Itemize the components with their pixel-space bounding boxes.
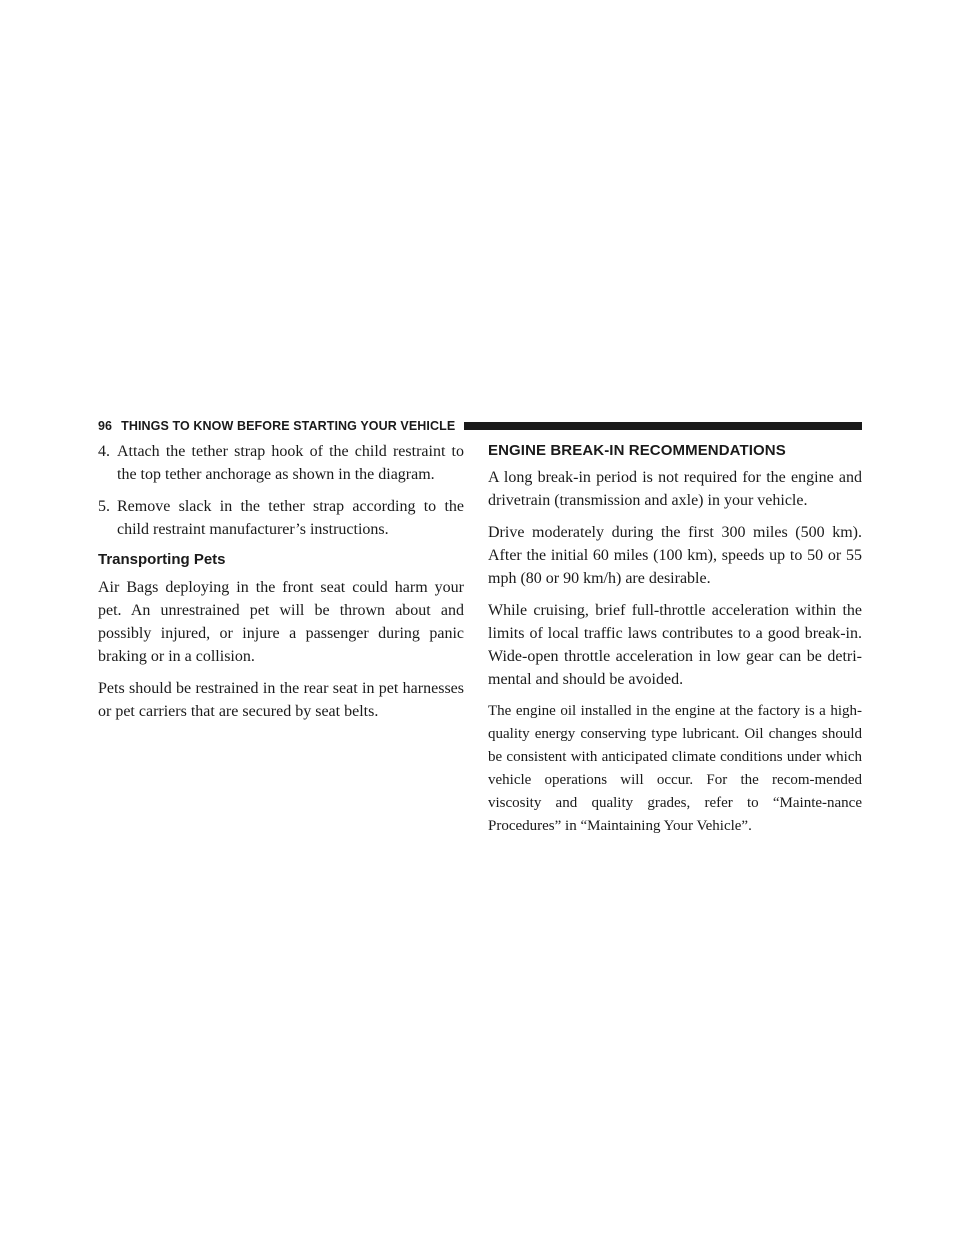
pets-paragraph-2: Pets should be restrained in the rear seat in pet harnesses or pet carriers that are secured by seat belts. [98,680,464,720]
engine-break-in-heading: ENGINE BREAK-IN RECOMMENDATIONS [488,442,786,459]
step-number: 5. [98,498,110,515]
list-item [98,440,464,486]
break-in-paragraph-3: While cruising, brief full-throttle acceleration within the limits of local traffic laws contributes to a good break-in. Wide-open throttle acceleration in low gear can be detri-mental and should be avoided. [488,602,862,688]
step-text: Attach the tether strap hook of the child restraint to the top tether anchorage as shown in the diagram. [117,443,464,483]
break-in-paragraph-1: A long break-in period is not required for the engine and drivetrain (transmission and axle) in your vehicle. [488,469,862,509]
header-rule [464,422,862,430]
step-number: 4. [98,443,110,460]
left-column [98,440,464,732]
pets-paragraph-1: Air Bags deploying in the front seat could harm your pet. An unrestrained pet will be thrown about and possibly injured, or injure a passenger during panic braking or in a collision. [98,579,464,665]
list-item [98,495,464,541]
break-in-paragraph-2: Drive moderately during the first 300 miles (500 km). After the initial 60 miles (100 km), speeds up to 50 or 55 mph (80 or 90 km/h) are desirable. [488,524,862,587]
pets-heading: Transporting Pets [98,551,226,568]
break-in-paragraph-4: The engine oil installed in the engine at the factory is a high-quality energy conserving type lubricant. Oil changes should be consistent with anticipated climate conditions under which vehicle operations will occur. For the recom-mended viscosity and quality grades, refer to “Mainte-nance Procedures” in “Maintaining Your Vehicle”. [488,703,862,834]
steps-list [98,440,464,541]
step-text: Remove slack in the tether strap according to the child restraint manufacturer’s instructions. [117,498,464,538]
page-header [98,419,862,433]
section-title: THINGS TO KNOW BEFORE STARTING YOUR VEHICLE [121,419,456,433]
page-number: 96 [98,419,113,433]
right-column [488,440,862,847]
